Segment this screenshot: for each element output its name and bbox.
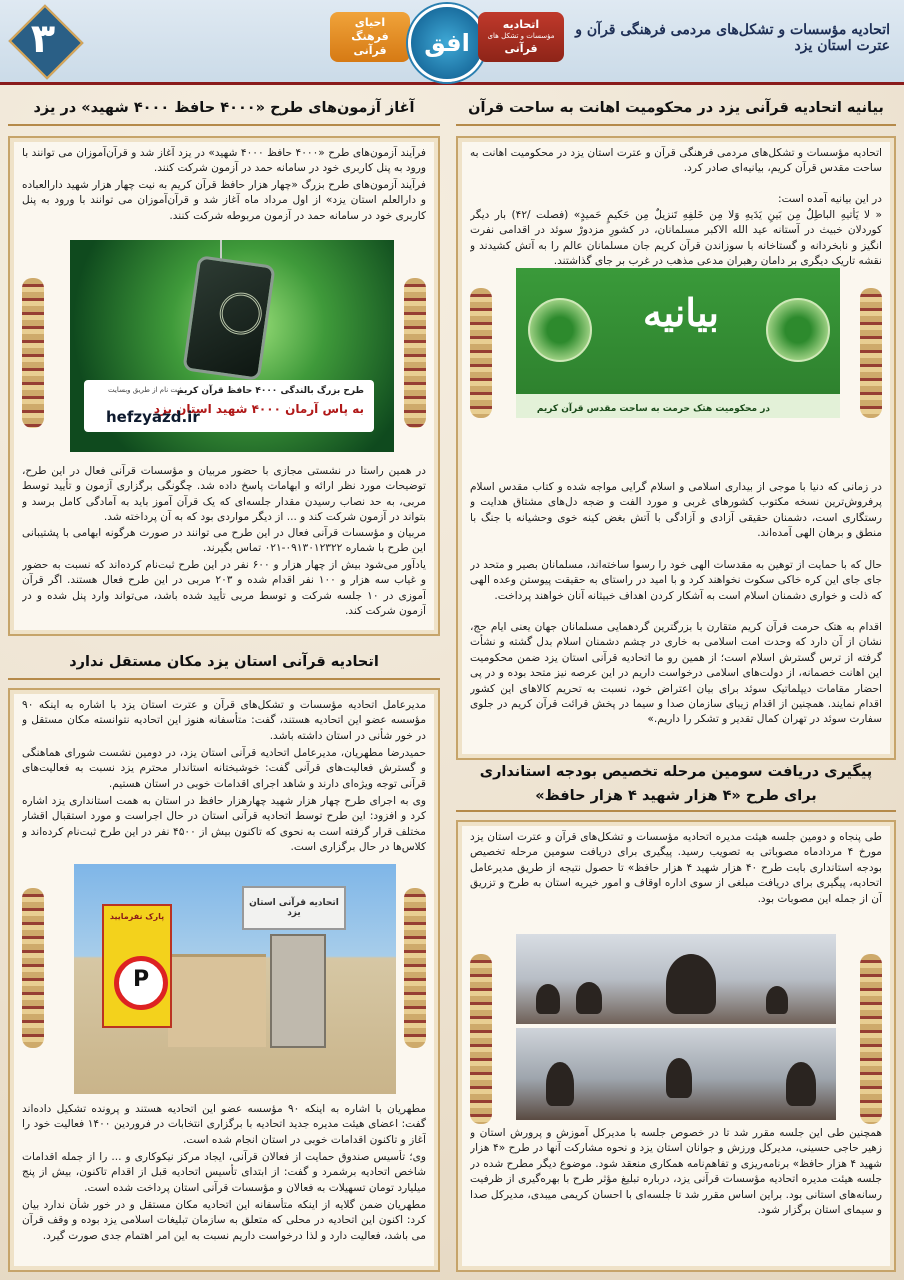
parking-board-text: پارک نفرمایید bbox=[109, 912, 165, 921]
budget-para1: طی پنجاه و دومین جلسه هیئت مدیره اتحادیه مؤسسات و تشکل‌های قرآن و عترت استان یزد مورخ ۴ مردادماه مصوباتی به تصویب رسید. پیگیری برای دریافت سومین مرحله تخصیص بودجه استانداری بابت طرح ۴۰ هزار شهید ۴ هزار حافظ» تا حصول نتیجه از طریق مدیرعامل اتحادیه، پیگیری برای دریافت مبلغی از سوی اداره اوقاف و امور خیریه استان به طرح و تزریق آن از جمله این مصوبات بود. bbox=[470, 831, 882, 905]
dog-tag-icon bbox=[182, 255, 275, 381]
building-wall bbox=[168, 954, 266, 1047]
ehya-badge bbox=[330, 12, 410, 62]
title-divider bbox=[456, 124, 896, 126]
hefz-banner-line1: طرح بزرگ بالندگی ۴۰۰۰ حافظ قرآن کریم bbox=[177, 386, 364, 396]
ornament-column-icon bbox=[404, 888, 426, 1048]
bayanie-image-subtitle: در محکومیت هتک حرمت به ساحت مقدس قرآن کریم bbox=[536, 404, 770, 414]
ornament-column-icon bbox=[404, 278, 426, 428]
etehadie-line1: اتحادیه bbox=[502, 18, 540, 32]
budget-title-line1: پیگیری دریافت سومین مرحله تخصیص بودجه استانداری bbox=[479, 764, 873, 780]
ehya-line2: فرهنگ bbox=[351, 29, 389, 43]
ofogh-logo-icon: افق bbox=[408, 4, 486, 82]
hefz-url: hefzyazd.ir bbox=[106, 408, 200, 426]
no-parking-icon: P bbox=[114, 956, 168, 1010]
ehya-line3: قرآنی bbox=[353, 44, 387, 58]
right-column bbox=[456, 88, 896, 1272]
bayanie-para1-text: اتحادیه مؤسسات و تشکل‌های مردمی فرهنگی قرآن و عترت استان یزد در محکومیت اهانت به ساحت مقدس قرآن کریم، بیانیه‌ای صادر کرد. bbox=[470, 147, 882, 175]
person-figure bbox=[546, 1062, 574, 1106]
quran-emblem-icon bbox=[766, 298, 830, 362]
makan-para3: وی به اجرای طرح چهار هزار شهید چهارهزار حافظ در استان به همت استانداری یزد اشاره کرد و افزود: این طرح توسط اتحادیه قرآنی استان در حال اجراست و مورد استقبال اقشار مختلف قرار گرفته است به نحوی که تاکنون بیش از ۴۵۰۰ نفر در این طرح ثبت‌نام کرده‌اند و کلاس‌ها در حال برگزاری است. bbox=[22, 795, 426, 854]
parking-board bbox=[102, 904, 172, 1028]
title-divider bbox=[8, 124, 440, 126]
quran-emblem-icon bbox=[217, 290, 264, 337]
makan-title: اتحادیه قرآنی استان یزد مکان مستقل ندارد bbox=[69, 654, 379, 670]
etehadie-badge bbox=[478, 12, 564, 62]
budget-title-line2: برای طرح «۴ هزار شهید ۴ هزار حافظ» bbox=[535, 788, 817, 804]
hefz-banner-sub: ثبت نام از طریق وبسایت bbox=[108, 386, 182, 394]
hefz-para4: مربیان و مؤسسات قرآنی فعال در این طرح می توانند در صورت هرگونه ابهامی با پشتیبانی این طرح با شماره ۰۹۱۳۰۱۲۳۲۲-۰۲۱ تماس بگیرند. bbox=[22, 527, 426, 555]
ornament-column-icon bbox=[860, 954, 882, 1124]
hefz-para3: در همین راستا در نشستی مجازی با حضور مربیان و مؤسسات قرآنی فعال در این طرح، توضیحات مورد نظر ارائه و ابهامات پاسخ داده شد. چگونگی برگزاری آزمون و تأیید توسط مربی، به حد نصاب رسیدن مقدار جلسه‌ای که یک قرآن آموز باید به آمادگی کامل برسد و بتواند در آزمون شرکت کند و ... از دیگر مواردی بود که به آن پرداخته شد. bbox=[22, 465, 426, 524]
masthead-title: اتحادیه مؤسسات و تشکل‌های مردمی فرهنگی قرآن و عترت استان یزد bbox=[575, 22, 890, 54]
person-figure bbox=[666, 954, 716, 1014]
person-figure bbox=[576, 982, 602, 1014]
hefz-banner-line2: به پاس آرمان ۴۰۰۰ شهید استان یزد bbox=[153, 402, 364, 416]
person-figure bbox=[666, 1058, 692, 1098]
ornament-column-icon bbox=[470, 288, 492, 418]
person-figure bbox=[786, 1062, 816, 1106]
ornament-column-icon bbox=[22, 278, 44, 428]
hefz-banner bbox=[84, 380, 374, 432]
bayanie-title: بیانیه اتحادیه قرآنی یزد در محکومیت اهانت به ساحت قرآن bbox=[468, 100, 884, 116]
bayanie-para3: « لا یَأتیهِ الباطِلُ مِن بَینِ یَدَیهِ وَلا مِن خَلفِهِ تَنزیلٌ مِن حَکیمٍ حَمیدٍ» (فصلت /۴۲) بار دیگر کوردلان خبیث در آستانه عید الله الاکبر مسلمانان، در کشورِ مزدورْ سوئد در اقدامی نفرت انگیز و نابخردانه و گستاخانه با سوزاندن قرآن کریم جان مسلمانان عالم را به آتش کشیدند و نقشه تاریک دیگری بر دامان رهبران مدعی مذهب در غرب بر جای گذاشتند. bbox=[470, 209, 882, 268]
budget-para2: همچنین طی این جلسه مقرر شد تا در خصوص جلسه با مدیرکل آموزش و پرورش استان و زهیر حاجی حسینی، مدیرکل ورزش و جوانان استان یزد و نحوه مشارکت آنها در طرح «۴ هزار شهید ۴ هزار حافظ» برنامه‌ریزی و تفاهم‌نامه همکاری منعقد شود. موضوع دیگر مطرح شده در جلسه هیئت مدیره اتحادیه مؤسسات قرآنی یزد، درباره تبلیغ مؤثر طرح با بهره‌گیری از ظرفیت رسانه‌های استانی بود. براین اساس مقرر شد تا جلسه‌ای با احسان کریمی میبدی، مدیرکل صدا و سیمای استان برگزار شود. bbox=[470, 1127, 882, 1217]
hefz-title: آغاز آزمون‌های طرح «۴۰۰۰ حافظ ۴۰۰۰ شهید» در یزد bbox=[33, 100, 415, 116]
makan-para2: حمیدرضا مطهریان، مدیرعامل اتحادیه قرآنی استان یزد، در دومین نشست شورای هماهنگی و گسترش فعالیت‌های قرآنی گفت: خوشبختانه استاندار محترم یزد نسبت به فعالیت‌های قرآنی توجه ویژه‌ای دارند و شاهد اجرای اقدامات خوبی در استان هستیم. bbox=[22, 747, 426, 790]
ehya-line1: احیای bbox=[354, 15, 386, 29]
ornament-column-icon bbox=[860, 288, 882, 418]
bayanie-para6: اقدام به هتک حرمت قرآن کریم متقارن با بزرگترین گردهمایی مسلمانان جهان یعنی ایام حج، نشان از آن دارد که وحدت امت اسلامی به خاری در چشم دشمنان اسلام بدل گشته و نشأت گرفته از ترس گسترش اسلام است؛ از همین رو ما اتحادیه قرآنی استان یزد ضمن محکومیت این اهانت خصمانه، از دولت‌های اسلامی درخواست داریم در این عرصه نیز متحد بوده و در پی احضار مقامات دیپلماتیک سوئد برای بیان اعتراض خود، نسبت به تحریم کالاهای این کشور اقدام نمایند. همچنین از اقدام زیبای سازمان صدا و سیما در پخش قرائت قرآن کریم در جلوی سفارت سوئد در تهران کمال تقدیر و تشکر را داریم.» bbox=[470, 621, 882, 726]
building-sign bbox=[242, 886, 346, 930]
makan-para6: مطهریان ضمن گلایه از اینکه متأسفانه این اتحادیه مکان مستقل و در خور شأن ندارد بیان کرد: اکنون این اتحادیه در محلی که متعلق به سازمان تبلیغات اسلامی یزد بوده و وقف قرآن می باشد، فعالیت دارد و لذا درخواست داریم نسبت به این امر اهتمام جدی صورت گیرد. bbox=[22, 1199, 426, 1242]
etehadie-line3: قرآنی bbox=[504, 41, 538, 55]
makan-para5: وی؛ تأسیس صندوق حمایت از فعالان قرآنی، ایجاد مرکز نیکوکاری و ... را از جمله اقدامات شاخص اتحادیه برشمرد و گفت: از ابتدای تأسیس اتحادیه قبل از اقدام تاکنون، بیش از پنج میلیارد تومان تسهیلات به فعالان و مؤسسات قرآنی استان پرداخت شده است. bbox=[22, 1151, 426, 1194]
page-number: ۳ bbox=[30, 16, 56, 62]
building-photo bbox=[74, 864, 396, 1094]
makan-para4: مطهریان با اشاره به اینکه ۹۰ مؤسسه عضو این اتحادیه هستند و پرونده تشکیل داده‌اند گفت: اعضای هیئت مدیره جدید اتحادیه با برگزاری انتخابات در فروردین ۱۴۰۰ فعالیت خود را آغاز و تاکنون اقدامات خوبی در استان انجام شده است. bbox=[22, 1103, 426, 1146]
title-divider bbox=[8, 678, 440, 680]
title-divider bbox=[456, 810, 896, 812]
hefz-para2: فرآیند آزمون‌های طرح بزرگ «چهار هزار حافظ قرآن کریم به نیت چهار هزار شهید دارالعباده و دارالعلم استان یزد» از اول مرداد ماه آغاز شد و قرآن‌آموزان می توانند با ورود به پنل کاربری خود در سامانه حمد در آزمون مربوطه شرکت کنند. bbox=[22, 179, 426, 222]
meeting-photo-1 bbox=[516, 934, 836, 1024]
person-figure bbox=[766, 986, 788, 1014]
hefz-para1: فرآیند آزمون‌های طرح «۴۰۰۰ حافظ ۴۰۰۰ شهید» در یزد آغاز شد و قرآن‌آموزان می توانند با ورود به پنل کاربری خود در سامانه حمد در آزمون شرکت کنند. bbox=[22, 147, 426, 175]
bayanie-word: بیانیه bbox=[642, 290, 720, 335]
bayanie-para4: در زمانی که دنیا با موجی از بیداری اسلامی و اسلام گرایی مواجه شده و کتاب مقدس اسلام پرفروش‌ترین نسخه مکتوب کشورهای غربی و مورد الفت و ضجه دل‌های مشتاق هدایت و رستگاری است، دشمنان حقیقی آزادی و آزادگی با آتش بغض کینه خوی وحشیانه با جنگ با منطق و برهان الهی آمده‌اند. bbox=[470, 481, 882, 540]
building-gate bbox=[270, 934, 326, 1048]
bayanie-para2: در این بیانیه آمده است: bbox=[778, 193, 882, 205]
bayanie-para5: حال که با حمایت از توهین به مقدسات الهی خود را رسوا ساخته‌اند، مسلمانان بصیر و متحد در جای جای این کره خاکی سکوت نخواهند کرد و با امید در راستای به حقیقت پیوستن وعده الهی که ذلت و خواری دشمنان اسلام است به آشکار کردن اهداف خبیثانه آنان خواهند پرداخت. bbox=[470, 559, 882, 602]
hefz-para5: یادآور می‌شود بیش از چهار هزار و ۶۰۰ نفر در این طرح ثبت‌نام کرده‌اند که نسبت به حضور و غیاب سه هزار و ۱۰۰ نفر اقدام شده و ۲۰۳ مربی در این طرح فعال هستند. اگر قرآن آموزی در ۱۰ جلسه شرکت و توسط مربی تأیید شده باشد، می‌تواند وارد پنل شده و در آزمون شرکت کند. bbox=[22, 559, 426, 618]
ornament-column-icon bbox=[470, 954, 492, 1124]
person-figure bbox=[536, 984, 560, 1014]
building-sign-text: اتحادیه قرآنی استان یزد bbox=[249, 898, 339, 918]
left-column bbox=[8, 88, 440, 1272]
makan-para1: مدیرعامل اتحادیه مؤسسات و تشکل‌های قرآن و عترت استان یزد با اشاره به اینکه ۹۰ مؤسسه عضو این اتحادیه هستند، گفت: متأسفانه هنوز این اتحادیه نتوانسته مکان مستقل و در خور شأنی در استان داشته باشد. bbox=[22, 699, 426, 742]
meeting-photo-2 bbox=[516, 1028, 836, 1120]
page-header bbox=[0, 0, 904, 85]
ornament-column-icon bbox=[22, 888, 44, 1048]
bayanie-image bbox=[516, 268, 840, 418]
quran-emblem-icon bbox=[528, 298, 592, 362]
etehadie-line2: مؤسسات و تشکل های bbox=[487, 32, 555, 41]
hefz-poster-image bbox=[70, 240, 394, 452]
